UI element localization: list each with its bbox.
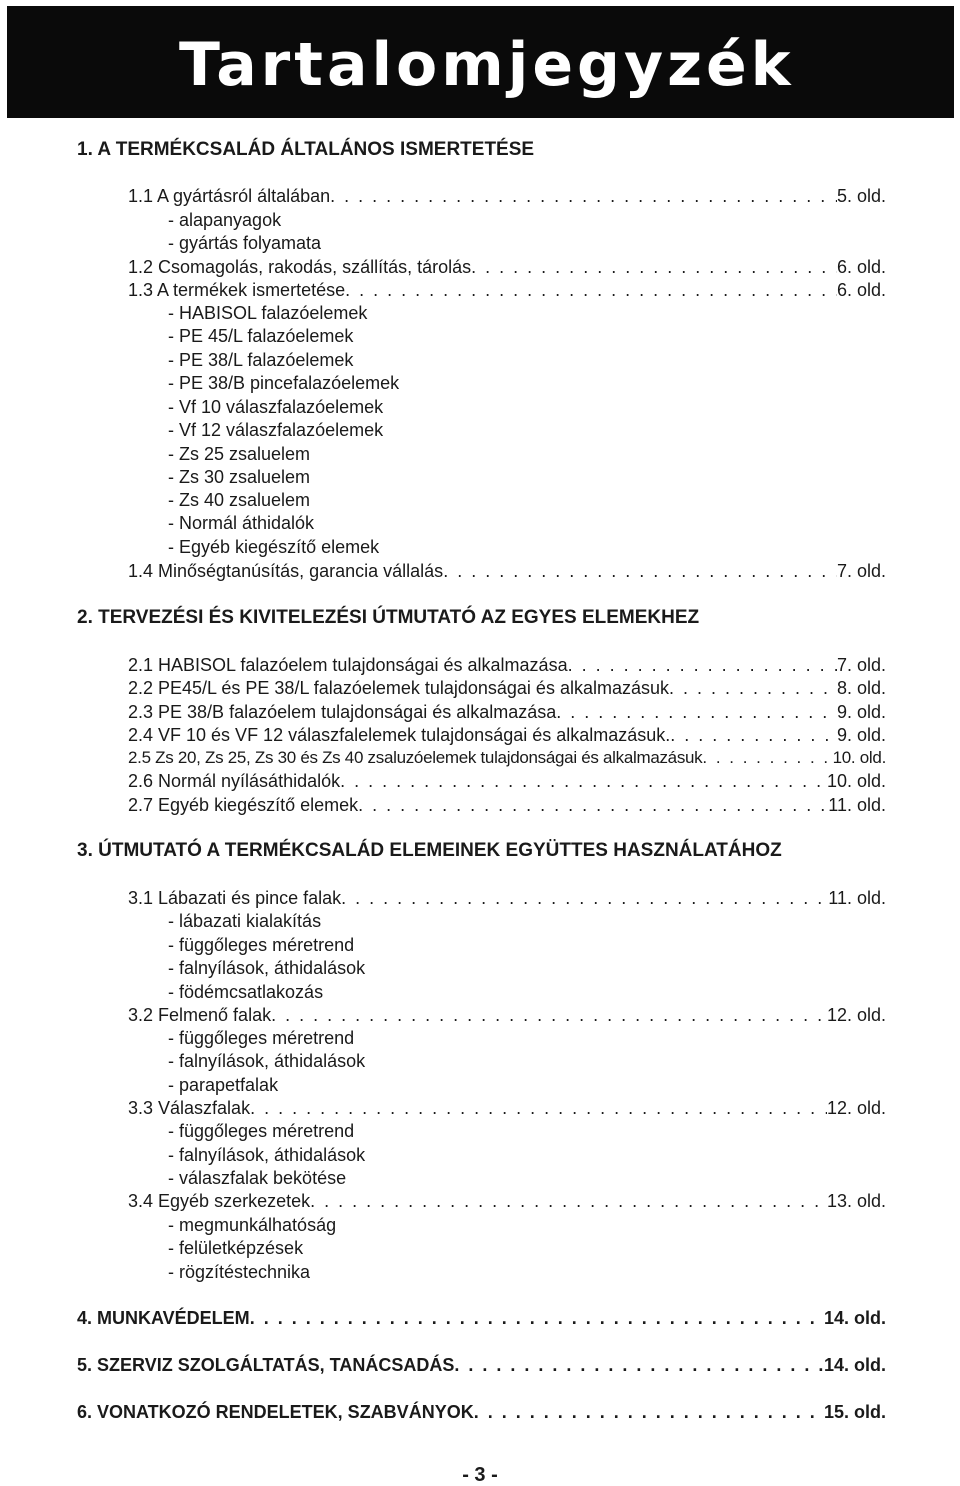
- list-item: - Zs 25 zsaluelem: [168, 444, 311, 464]
- dot-leader: [340, 770, 827, 792]
- list-item: - megmunkálhatóság: [168, 1215, 337, 1235]
- toc-entry-5[interactable]: [77, 1354, 886, 1376]
- toc-entry-4[interactable]: [77, 1307, 886, 1329]
- list-item: - PE 38/L falazóelemek: [168, 350, 354, 370]
- list-item: - HABISOL falazóelemek: [168, 303, 368, 323]
- toc-entry-6[interactable]: [77, 1401, 886, 1423]
- toc-entry-text: 2.1 HABISOL falazóelem tulajdonságai és alkalmazása: [128, 655, 568, 675]
- toc-entry-text: 1.4 Minőségtanúsítás, garancia vállalás: [128, 561, 444, 581]
- toc-entry-text: 1.3 A termékek ismertetése: [128, 280, 346, 300]
- toc-entry-2-1[interactable]: [128, 654, 886, 676]
- toc-entry-text: 6. VONATKOZÓ RENDELETEK, SZABVÁNYOK: [77, 1402, 474, 1422]
- list-item: - födémcsatlakozás: [168, 982, 324, 1002]
- list-item: - parapetfalak: [168, 1075, 279, 1095]
- list-item: - Vf 12 válaszfalazóelemek: [168, 420, 384, 440]
- dot-leader: [474, 1401, 824, 1423]
- toc-entry-page: 8. old.: [836, 678, 886, 698]
- section-1-heading: 1. A TERMÉKCSALÁD ÁLTALÁNOS ISMERTETÉSE: [77, 139, 535, 160]
- toc-entry-page: 13. old.: [826, 1191, 886, 1211]
- dot-leader: [669, 677, 837, 699]
- toc-entry-page: 10. old.: [832, 748, 886, 767]
- toc-entry-2-6[interactable]: [128, 770, 886, 792]
- toc-entry-page: 14. old.: [823, 1308, 886, 1328]
- list-item: - PE 38/B pincefalazóelemek: [168, 373, 400, 393]
- list-item: - falnyílások, áthidalások: [168, 958, 366, 978]
- list-item: - válaszfalak bekötése: [168, 1168, 347, 1188]
- dot-leader: [330, 185, 837, 207]
- toc-entry-text: 3.1 Lábazati és pince falak: [128, 888, 342, 908]
- toc-entry-page: 11. old.: [828, 795, 886, 815]
- toc-entry-text: 1.2 Csomagolás, rakodás, szállítás, tárolás: [128, 257, 472, 277]
- toc-entry-2-3[interactable]: [128, 701, 886, 723]
- toc-entry-text: 2.2 PE45/L és PE 38/L falazóelemek tulajdonságai és alkalmazásuk: [128, 678, 669, 698]
- toc-entry-text: 4. MUNKAVÉDELEM: [77, 1308, 250, 1328]
- list-item: - Egyéb kiegészítő elemek: [168, 537, 380, 557]
- list-item: - Zs 30 zsaluelem: [168, 467, 311, 487]
- toc-entry-3-4[interactable]: [128, 1190, 886, 1212]
- toc-entry-page: 6. old.: [836, 280, 886, 300]
- list-item: - falnyílások, áthidalások: [168, 1145, 366, 1165]
- toc-entry-1-1[interactable]: [128, 185, 886, 207]
- section-3-heading: 3. ÚTMUTATÓ A TERMÉKCSALÁD ELEMEINEK EGYÜTTES HASZNÁLATÁHOZ: [77, 840, 782, 861]
- toc-entry-1-3[interactable]: [128, 279, 886, 301]
- toc-entry-text: 2.7 Egyéb kiegészítő elemek: [128, 795, 359, 815]
- toc-entry-3-2[interactable]: [128, 1004, 886, 1026]
- section-2-heading: 2. TERVEZÉSI ÉS KIVITELEZÉSI ÚTMUTATÓ AZ EGYES ELEMEKHEZ: [77, 607, 700, 628]
- page-title: Tartalomjegyzék: [179, 30, 795, 100]
- toc-entry-2-2[interactable]: [128, 677, 886, 699]
- dot-leader: [358, 794, 828, 816]
- toc-entry-page: 15. old.: [823, 1402, 886, 1422]
- toc-entry-page: 5. old.: [836, 186, 886, 206]
- list-item: - falnyílások, áthidalások: [168, 1051, 366, 1071]
- toc-entry-3-1[interactable]: [128, 887, 886, 909]
- dot-leader: [471, 256, 837, 278]
- list-item: - PE 45/L falazóelemek: [168, 326, 354, 346]
- list-item: - rögzítéstechnika: [168, 1262, 311, 1282]
- dot-leader: [556, 701, 837, 723]
- dot-leader: [341, 887, 828, 909]
- toc-entry-page: 14. old.: [823, 1355, 886, 1375]
- list-item: - felületképzések: [168, 1238, 304, 1258]
- dot-leader: [250, 1307, 824, 1329]
- toc-entry-2-5[interactable]: [128, 747, 886, 769]
- list-item: - Normál áthidalók: [168, 513, 315, 533]
- toc-entry-page: 9. old.: [836, 725, 886, 745]
- dot-leader: [345, 279, 837, 301]
- toc-entry-text: 2.5 Zs 20, Zs 25, Zs 30 és Zs 40 zsaluzóelemek tulajdonságai és alkalmazásuk: [128, 748, 703, 767]
- dot-leader: [443, 560, 837, 582]
- toc-entry-text: 2.4 VF 10 és VF 12 válaszfalelemek tulajdonságai és alkalmazásuk.: [128, 725, 671, 745]
- list-item: - Vf 10 válaszfalazóelemek: [168, 397, 384, 417]
- toc-entry-page: 7. old.: [836, 561, 886, 581]
- toc-entry-page: 6. old.: [836, 257, 886, 277]
- list-item: - függőleges méretrend: [168, 1028, 355, 1048]
- toc-entry-page: 12. old.: [826, 1098, 886, 1118]
- toc-entry-text: 2.3 PE 38/B falazóelem tulajdonságai és alkalmazása: [128, 702, 557, 722]
- list-item: - alapanyagok: [168, 210, 282, 230]
- toc-entry-text: 3.4 Egyéb szerkezetek: [128, 1191, 311, 1211]
- list-item: - függőleges méretrend: [168, 935, 355, 955]
- toc-entry-page: 12. old.: [826, 1005, 886, 1025]
- dot-leader: [670, 724, 837, 746]
- toc-entry-1-4[interactable]: [128, 560, 886, 582]
- toc-entry-2-4[interactable]: [128, 724, 886, 746]
- list-item: - Zs 40 zsaluelem: [168, 490, 311, 510]
- toc-entry-2-7[interactable]: [128, 794, 886, 816]
- toc-entry-page: 10. old.: [826, 771, 886, 791]
- toc-entry-1-2[interactable]: [128, 256, 886, 278]
- list-item: - gyártás folyamata: [168, 233, 322, 253]
- dot-leader: [454, 1354, 824, 1376]
- title-banner: [7, 6, 954, 118]
- toc-entry-page: 9. old.: [836, 702, 886, 722]
- dot-leader: [250, 1097, 827, 1119]
- list-item: - függőleges méretrend: [168, 1121, 355, 1141]
- list-item: - lábazati kialakítás: [168, 911, 322, 931]
- dot-leader: [568, 654, 837, 676]
- toc-entry-page: 7. old.: [836, 655, 886, 675]
- page-number: - 3 -: [462, 1464, 498, 1486]
- toc-entry-3-3[interactable]: [128, 1097, 886, 1119]
- dot-leader: [702, 747, 832, 769]
- toc-entry-text: 3.2 Felmenő falak: [128, 1005, 272, 1025]
- toc-entry-text: 2.6 Normál nyílásáthidalók: [128, 771, 341, 791]
- toc-entry-text: 1.1 A gyártásról általában: [128, 186, 331, 206]
- toc-entry-page: 11. old.: [828, 888, 886, 908]
- toc-entry-text: 3.3 Válaszfalak: [128, 1098, 251, 1118]
- dot-leader: [271, 1004, 827, 1026]
- dot-leader: [310, 1190, 827, 1212]
- toc-entry-text: 5. SZERVIZ SZOLGÁLTATÁS, TANÁCSADÁS: [77, 1355, 455, 1375]
